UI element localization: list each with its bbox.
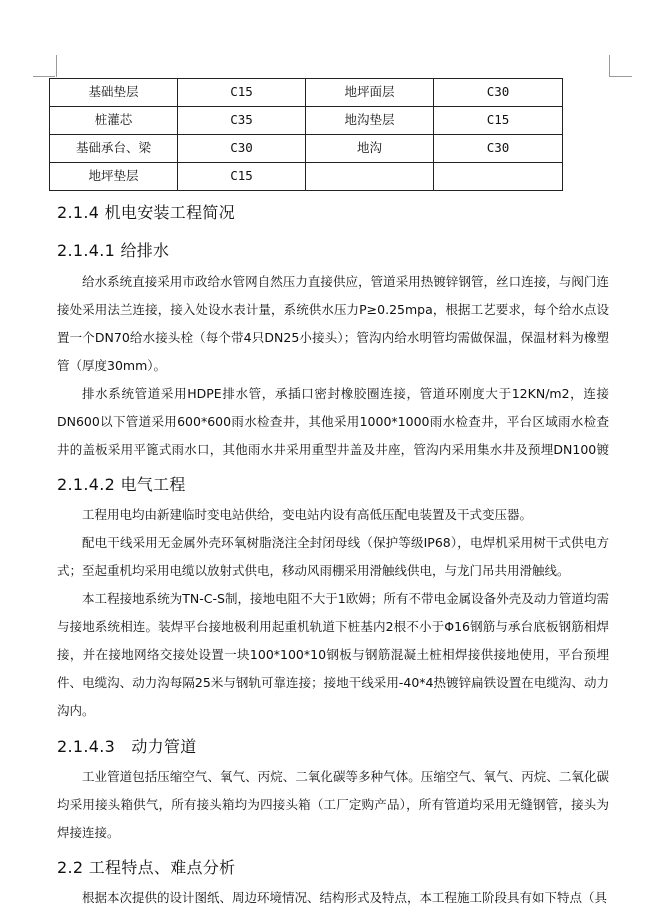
table-cell: C15	[434, 107, 563, 135]
heading-2-1-4-2: 2.1.4.2 电气工程	[57, 475, 186, 494]
table-cell: 地沟	[306, 135, 434, 163]
table-row	[50, 163, 563, 191]
table-row	[50, 79, 563, 107]
table-cell: C30	[434, 135, 563, 163]
heading-2-1-4: 2.1.4 机电安装工程简况	[57, 203, 235, 222]
heading-2-1-4-1: 2.1.4.1 给排水	[57, 241, 170, 260]
table-cell: 地坪垫层	[50, 163, 178, 191]
table-cell	[434, 163, 563, 191]
table-row	[50, 107, 563, 135]
crop-mark-right-vertical	[609, 55, 610, 77]
table-cell: C15	[178, 163, 306, 191]
crop-mark-right-horizontal	[610, 76, 632, 77]
heading-2-1-4-3: 2.1.4.3 动力管道	[57, 737, 197, 756]
table-cell: C35	[178, 107, 306, 135]
table-cell: 基础承台、梁	[50, 135, 178, 163]
paragraph-features-intro: 根据本次提供的设计图纸、周边环境情况、结构形式及特点，本工程施工阶段具有如下特点（具	[82, 890, 608, 905]
crop-mark-left-vertical	[56, 55, 57, 77]
table-cell: C30	[178, 135, 306, 163]
concrete-grade-table	[49, 78, 563, 191]
paragraph-grounding: 本工程接地系统为TN-C-S制，接地电阻不大于1欧姆；所有不带电金属设备外壳及动力管道均需与接地系统相连。装焊平台接地极利用起重机轨道下桩基内2根不小于Φ16钢筋与承台底板钢筋相焊接，并在接地网络交接处设置一块100*100*10钢板与钢筋混凝土桩相焊接供接地使用，平台预埋件、电缆沟、动力沟每隔25米与钢轨可靠连接；接地干线采用-40*4热镀锌扁铁设置在电缆沟、动力沟内。	[57, 591, 609, 718]
crop-mark-left-horizontal	[33, 76, 55, 77]
table-row	[50, 135, 563, 163]
paragraph-distribution: 配电干线采用无金属外壳环氧树脂浇注全封闭母线（保护等级IP68），电焊机采用树干式供电方式；至起重机均采用电缆以放射式供电，移动风雨棚采用滑触线供电，与龙门吊共用滑触线。	[57, 535, 609, 578]
table-cell: 地沟垫层	[306, 107, 434, 135]
table-cell	[306, 163, 434, 191]
paragraph-power-source: 工程用电均由新建临时变电站供给，变电站内设有高低压配电装置及干式变压器。	[82, 507, 533, 522]
paragraph-industrial-pipes: 工业管道包括压缩空气、氧气、丙烷、二氧化碳等多种气体。压缩空气、氧气、丙烷、二氧化碳均采用接头箱供气，所有接头箱均为四接头箱（工厂定购产品），所有管道均采用无缝钢管，接头为焊接连接。	[57, 769, 609, 840]
table-cell: C30	[434, 79, 563, 107]
table-cell: 基础垫层	[50, 79, 178, 107]
table-cell: C15	[178, 79, 306, 107]
table-cell: 桩灌芯	[50, 107, 178, 135]
paragraph-drainage: 排水系统管道采用HDPE排水管，承插口密封橡胶圈连接，管道环刚度大于12KN/m2，连接DN600以下管道采用600*600雨水检查井，其他采用1000*1000雨水检查井，平台区域雨水检查井的盖板采用平篦式雨水口，其他雨水井采用重型井盖及井座，管沟内采用集水井及预埋DN100镀	[57, 386, 609, 457]
table-cell: 地坪面层	[306, 79, 434, 107]
paragraph-water-supply: 给水系统直接采用市政给水管网自然压力直接供应，管道采用热镀锌钢管，丝口连接，与阀门连接处采用法兰连接，接入处设水表计量，系统供水压力P≥0.25mpa，根据工艺要求，每个给水点设置一个DN70给水接头栓（每个带4只DN25小接头）；管沟内给水明管均需做保温，保温材料为橡塑管（厚度30mm）。	[57, 274, 609, 373]
heading-2-2: 2.2 工程特点、难点分析	[57, 858, 236, 877]
